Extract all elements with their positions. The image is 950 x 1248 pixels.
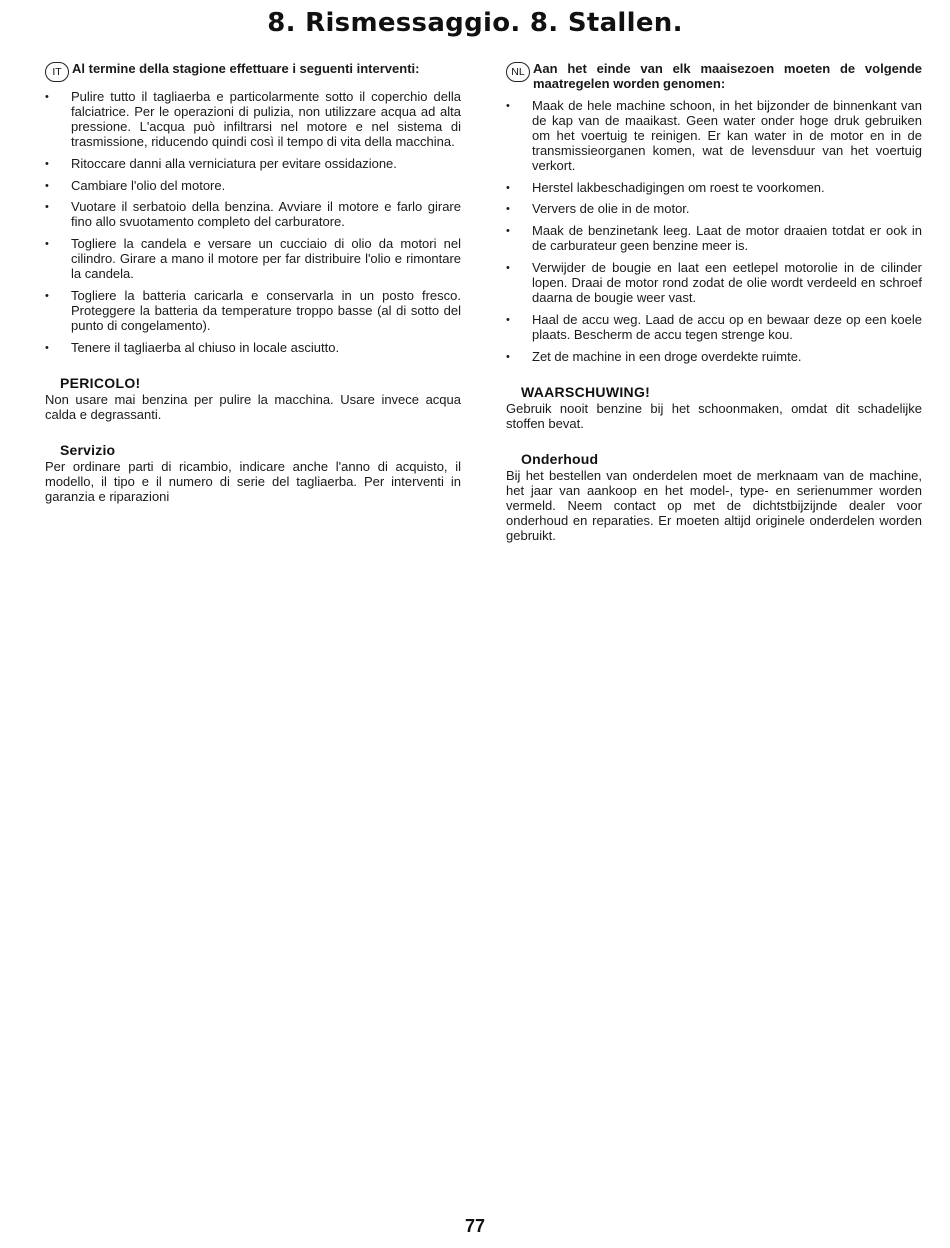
- italian-service-text: Per ordinare parti di ricambio, indicare anche l'anno di acquisto, il modello, il tipo e il numero di serie del tagliaerba. Per interventi in garanzia e riparazioni: [45, 458, 461, 504]
- list-item: [45, 177, 461, 194]
- dutch-intro: [506, 62, 922, 91]
- list-item-text: Togliere la batteria caricarla e conservarla in un posto fresco. Proteggere la batteria da temperature troppo basse (al di sotto del punto di congelamento).: [71, 287, 461, 333]
- list-item-text: Tenere il tagliaerba al chiuso in locale asciutto.: [71, 339, 340, 355]
- dutch-warning-title: WAARSCHUWING!: [521, 383, 651, 400]
- bullet-icon: •: [506, 350, 510, 363]
- bullet-icon: •: [506, 203, 510, 216]
- bullet-icon: •: [506, 313, 510, 326]
- bullet-icon: •: [45, 201, 49, 214]
- italian-warning-title: PERICOLO!: [60, 374, 141, 391]
- language-badge-it: IT: [45, 62, 69, 82]
- list-item: [45, 199, 461, 230]
- bullet-icon: •: [506, 262, 510, 275]
- language-badge-nl: NL: [506, 62, 530, 82]
- bullet-icon: •: [506, 100, 510, 112]
- dutch-intro-text: Aan het einde van elk maaisezoen moeten de volgende maatregelen worden genomen:: [533, 61, 922, 91]
- bullet-icon: •: [506, 225, 510, 238]
- italian-intro: [45, 62, 461, 82]
- bullet-icon: •: [45, 91, 49, 103]
- list-item: [45, 236, 461, 282]
- list-item: [45, 339, 461, 356]
- italian-column: [45, 62, 461, 504]
- list-item-text: Cambiare l'olio del motore.: [71, 177, 226, 193]
- italian-steps-list: [45, 89, 461, 356]
- list-item: [45, 155, 461, 172]
- dutch-warning-text: Gebruik nooit benzine bij het schoonmaken, omdat dit schadelijke stoffen bevat.: [506, 400, 922, 431]
- list-item-text: Maak de benzinetank leeg. Laat de motor draaien totdat er ook in de carburateur geen benzine meer is.: [532, 223, 922, 254]
- list-item: [45, 287, 461, 334]
- list-item: [506, 311, 922, 343]
- dutch-column: [506, 62, 922, 543]
- italian-intro-text: Al termine della stagione effettuare i seguenti interventi:: [72, 61, 420, 76]
- list-item-text: Togliere la candela e versare un cucciaio di olio da motori nel cilindro. Girare a mano il motore per far distribuire l'olio e rimontare la candela.: [71, 236, 461, 282]
- list-item-text: Vuotare il serbatoio della benzina. Avviare il motore e farlo girare fino allo svuotamento completo del carburatore.: [71, 199, 461, 230]
- list-item-text: Verwijder de bougie en laat een eetlepel motorolie in de cilinder lopen. Draai de motor rond zodat de olie wordt verdeeld en schroef daarna de bougie weer vast.: [532, 260, 922, 305]
- list-item-text: Haal de accu weg. Laad de accu op en bewaar deze op een koele plaats. Bescherm de accu tegen strenge kou.: [532, 311, 922, 342]
- list-item: [506, 179, 922, 196]
- italian-service-title: Servizio: [60, 441, 116, 458]
- bullet-icon: •: [45, 179, 49, 192]
- list-item: [506, 260, 922, 306]
- list-item: [506, 223, 922, 254]
- dutch-service-title: Onderhoud: [521, 450, 599, 467]
- list-item-text: Herstel lakbeschadigingen om roest te voorkomen.: [532, 179, 825, 195]
- bullet-icon: •: [45, 341, 49, 354]
- bullet-icon: •: [506, 181, 510, 194]
- list-item: [506, 201, 922, 217]
- list-item-text: Ritoccare danni alla verniciatura per evitare ossidazione.: [71, 155, 397, 171]
- list-item-text: Pulire tutto il tagliaerba e particolarmente sotto il coperchio della falciatrice. Per le operazioni di pulizia, non utilizzare acqua ad alta pressione. L'acqua può infiltrarsi nel motore e nel sistema di trasmissione, riducendo quindi così il tempo di vita della macchina.: [71, 89, 461, 149]
- dutch-steps-list: [506, 98, 922, 365]
- list-item-text: Ververs de olie in de motor.: [532, 201, 690, 217]
- list-item-text: Maak de hele machine schoon, in het bijzonder de binnenkant van de kap van de maaikast. Geen water onder hoge druk gebruiken om het voertuig te reinigen. Er kan water in de motor en in de transmissieorganen komen, wat de levensduur van het voertuig verkort.: [532, 98, 922, 173]
- dutch-service-text: Bij het bestellen van onderdelen moet de merknaam van de machine, het jaar van aankoop en het model-, type- en serienummer worden vermeld. Neem contact op met de dichtstbijzijnde dealer voor onderhoud en reparaties. Er moeten altijd originele onderdelen worden gebruikt.: [506, 467, 922, 543]
- page-number: 77: [464, 1216, 486, 1236]
- list-item-text: Zet de machine in een droge overdekte ruimte.: [532, 348, 802, 364]
- bullet-icon: •: [45, 289, 49, 302]
- page-title: 8. Rismessaggio. 8. Stallen.: [267, 8, 683, 38]
- bullet-icon: •: [45, 238, 49, 251]
- list-item: [506, 98, 922, 174]
- list-item: [506, 348, 922, 365]
- bullet-icon: •: [45, 157, 49, 170]
- list-item: [45, 89, 461, 150]
- italian-warning-text: Non usare mai benzina per pulire la macchina. Usare invece acqua calda e degrassanti.: [45, 391, 461, 422]
